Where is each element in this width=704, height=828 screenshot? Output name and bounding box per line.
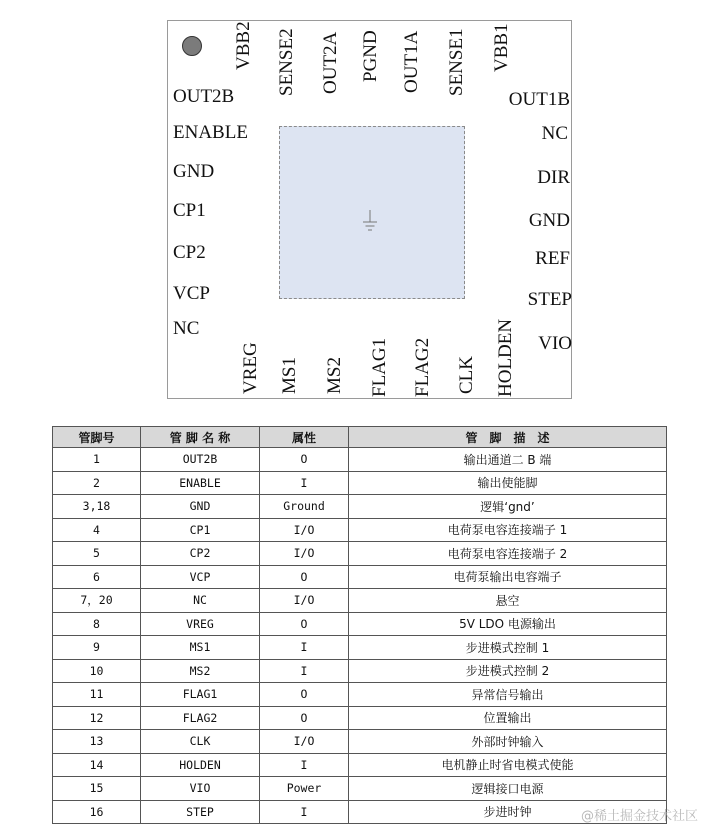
table-row: [53, 636, 667, 660]
cell-pin-name: VREG: [141, 612, 260, 636]
table-row: [53, 589, 667, 613]
pin-label-top: OUT1A: [401, 30, 422, 93]
pin-label-left: GND: [173, 161, 215, 182]
pin-label-right: OUT1B: [508, 89, 570, 110]
cell-pin-number: 16: [53, 800, 141, 824]
cell-attribute: O: [260, 612, 349, 636]
cell-pin-number: 6: [53, 565, 141, 589]
cell-description: 输出通道二 B 端: [349, 448, 667, 472]
cell-pin-number: 12: [53, 706, 141, 730]
pin-label-right: REF: [535, 248, 570, 269]
cell-pin-name: VCP: [141, 565, 260, 589]
header-description: 管 脚 描 述: [349, 427, 667, 448]
cell-attribute: Power: [260, 777, 349, 801]
cell-description: 步进时钟: [349, 800, 667, 824]
table-row: [53, 753, 667, 777]
table-header-row: [53, 427, 667, 448]
pin-label-top: VBB2: [233, 21, 254, 70]
cell-attribute: I/O: [260, 518, 349, 542]
table-row: [53, 777, 667, 801]
cell-pin-number: 8: [53, 612, 141, 636]
cell-attribute: Ground: [260, 495, 349, 519]
cell-pin-name: CP1: [141, 518, 260, 542]
cell-pin-name: FLAG1: [141, 683, 260, 707]
cell-pin-number: 3,18: [53, 495, 141, 519]
cell-attribute: I: [260, 800, 349, 824]
cell-pin-number: 15: [53, 777, 141, 801]
pin-label-top: OUT2A: [320, 31, 341, 94]
cell-description: 电机静止时省电模式使能: [349, 753, 667, 777]
cell-pin-name: HOLDEN: [141, 753, 260, 777]
cell-description: 异常信号输出: [349, 683, 667, 707]
pin-label-right: GND: [528, 210, 570, 231]
table-row: [53, 565, 667, 589]
pin-label-top: VBB1: [491, 23, 512, 72]
cell-description: 输出使能脚: [349, 471, 667, 495]
table-row: [53, 518, 667, 542]
pin-label-left: VCP: [173, 283, 210, 304]
table-row: [53, 448, 667, 472]
cell-pin-number: 1: [53, 448, 141, 472]
pin-label-right: NC: [541, 123, 568, 144]
cell-attribute: I/O: [260, 542, 349, 566]
cell-attribute: I: [260, 636, 349, 660]
pin-description-table: [52, 426, 667, 824]
pin-label-left: ENABLE: [173, 122, 248, 143]
pin-label-right: DIR: [537, 167, 570, 188]
cell-attribute: O: [260, 565, 349, 589]
cell-description: 步进模式控制 1: [349, 636, 667, 660]
pin-label-top: SENSE2: [276, 28, 297, 96]
pin1-marker-dot: [182, 36, 202, 56]
ground-icon: [361, 210, 379, 234]
cell-pin-number: 9: [53, 636, 141, 660]
pin-label-bottom: MS2: [324, 357, 345, 394]
cell-description: 位置输出: [349, 706, 667, 730]
cell-attribute: I: [260, 471, 349, 495]
cell-attribute: I: [260, 659, 349, 683]
cell-description: 逻辑‘gnd’: [349, 495, 667, 519]
cell-pin-name: GND: [141, 495, 260, 519]
header-attribute: 属性: [260, 427, 349, 448]
cell-pin-name: OUT2B: [141, 448, 260, 472]
header-pin-name: 管 脚 名 称: [141, 427, 260, 448]
pin-label-left: CP2: [173, 242, 206, 263]
pin-label-bottom: MS1: [279, 357, 300, 394]
pin-label-left: NC: [173, 318, 200, 339]
cell-pin-name: NC: [141, 589, 260, 613]
cell-pin-number: 7，20: [53, 589, 141, 613]
pin-label-bottom: VREG: [240, 342, 261, 394]
cell-description: 电荷泵输出电容端子: [349, 565, 667, 589]
cell-pin-name: CLK: [141, 730, 260, 754]
cell-attribute: O: [260, 683, 349, 707]
pin-label-left: CP1: [173, 200, 206, 221]
cell-attribute: I/O: [260, 589, 349, 613]
pin-label-bottom: CLK: [456, 356, 477, 394]
cell-pin-number: 14: [53, 753, 141, 777]
cell-attribute: I: [260, 753, 349, 777]
cell-pin-name: ENABLE: [141, 471, 260, 495]
cell-pin-name: VIO: [141, 777, 260, 801]
cell-description: 步进模式控制 2: [349, 659, 667, 683]
header-pin-number: 管脚号: [53, 427, 141, 448]
pin-label-bottom: FLAG1: [369, 337, 390, 397]
cell-attribute: I/O: [260, 730, 349, 754]
table-row: [53, 706, 667, 730]
cell-pin-number: 4: [53, 518, 141, 542]
cell-description: 5V LDO 电源输出: [349, 612, 667, 636]
pin-label-top: PGND: [360, 30, 381, 82]
cell-description: 电荷泵电容连接端子 2: [349, 542, 667, 566]
cell-attribute: O: [260, 706, 349, 730]
cell-pin-number: 5: [53, 542, 141, 566]
cell-pin-number: 10: [53, 659, 141, 683]
pin-label-bottom: HOLDEN: [495, 318, 516, 397]
table-row: [53, 495, 667, 519]
cell-pin-name: CP2: [141, 542, 260, 566]
table-row: [53, 730, 667, 754]
cell-pin-name: MS1: [141, 636, 260, 660]
cell-description: 悬空: [349, 589, 667, 613]
cell-description: 逻辑接口电源: [349, 777, 667, 801]
cell-description: 外部时钟输入: [349, 730, 667, 754]
table-row: [53, 683, 667, 707]
table-row: [53, 542, 667, 566]
cell-description: 电荷泵电容连接端子 1: [349, 518, 667, 542]
cell-pin-name: FLAG2: [141, 706, 260, 730]
table-row: [53, 612, 667, 636]
pin-label-left: OUT2B: [173, 86, 235, 107]
table-row: [53, 800, 667, 824]
pin-label-right: VIO: [538, 333, 572, 354]
cell-pin-name: MS2: [141, 659, 260, 683]
pin-label-right: STEP: [527, 289, 572, 310]
cell-pin-number: 2: [53, 471, 141, 495]
pin-label-top: SENSE1: [446, 28, 467, 96]
cell-attribute: O: [260, 448, 349, 472]
cell-pin-name: STEP: [141, 800, 260, 824]
cell-pin-number: 13: [53, 730, 141, 754]
watermark-text: @稀土掘金技术社区: [580, 809, 698, 824]
table-row: [53, 659, 667, 683]
pin-label-bottom: FLAG2: [412, 337, 433, 397]
cell-pin-number: 11: [53, 683, 141, 707]
table-row: [53, 471, 667, 495]
